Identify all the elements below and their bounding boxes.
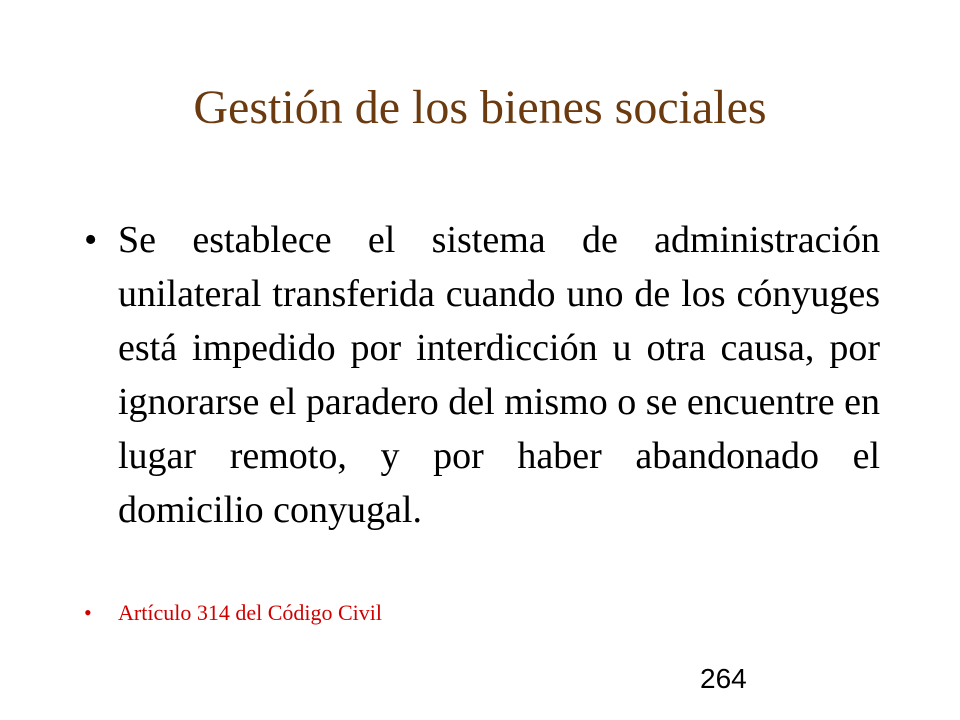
slide-title: Gestión de los bienes sociales [193,81,767,134]
bullet-text: Se establece el sistema de administración unilateral transferida cuando uno de los cónyuges está impedido por interdicción u otra causa, por ignorarse el paradero del mismo o se encuentre en lugar remoto, y por haber abandonado el domicilio conyugal. [118,219,880,531]
page-number: 264 [700,663,747,694]
bullet-marker: • [84,219,98,261]
main-bullet [84,213,884,537]
reference-text: Artículo 314 del Código Civil [118,600,382,625]
reference-marker: • [84,600,92,625]
reference-bullet [84,598,382,628]
